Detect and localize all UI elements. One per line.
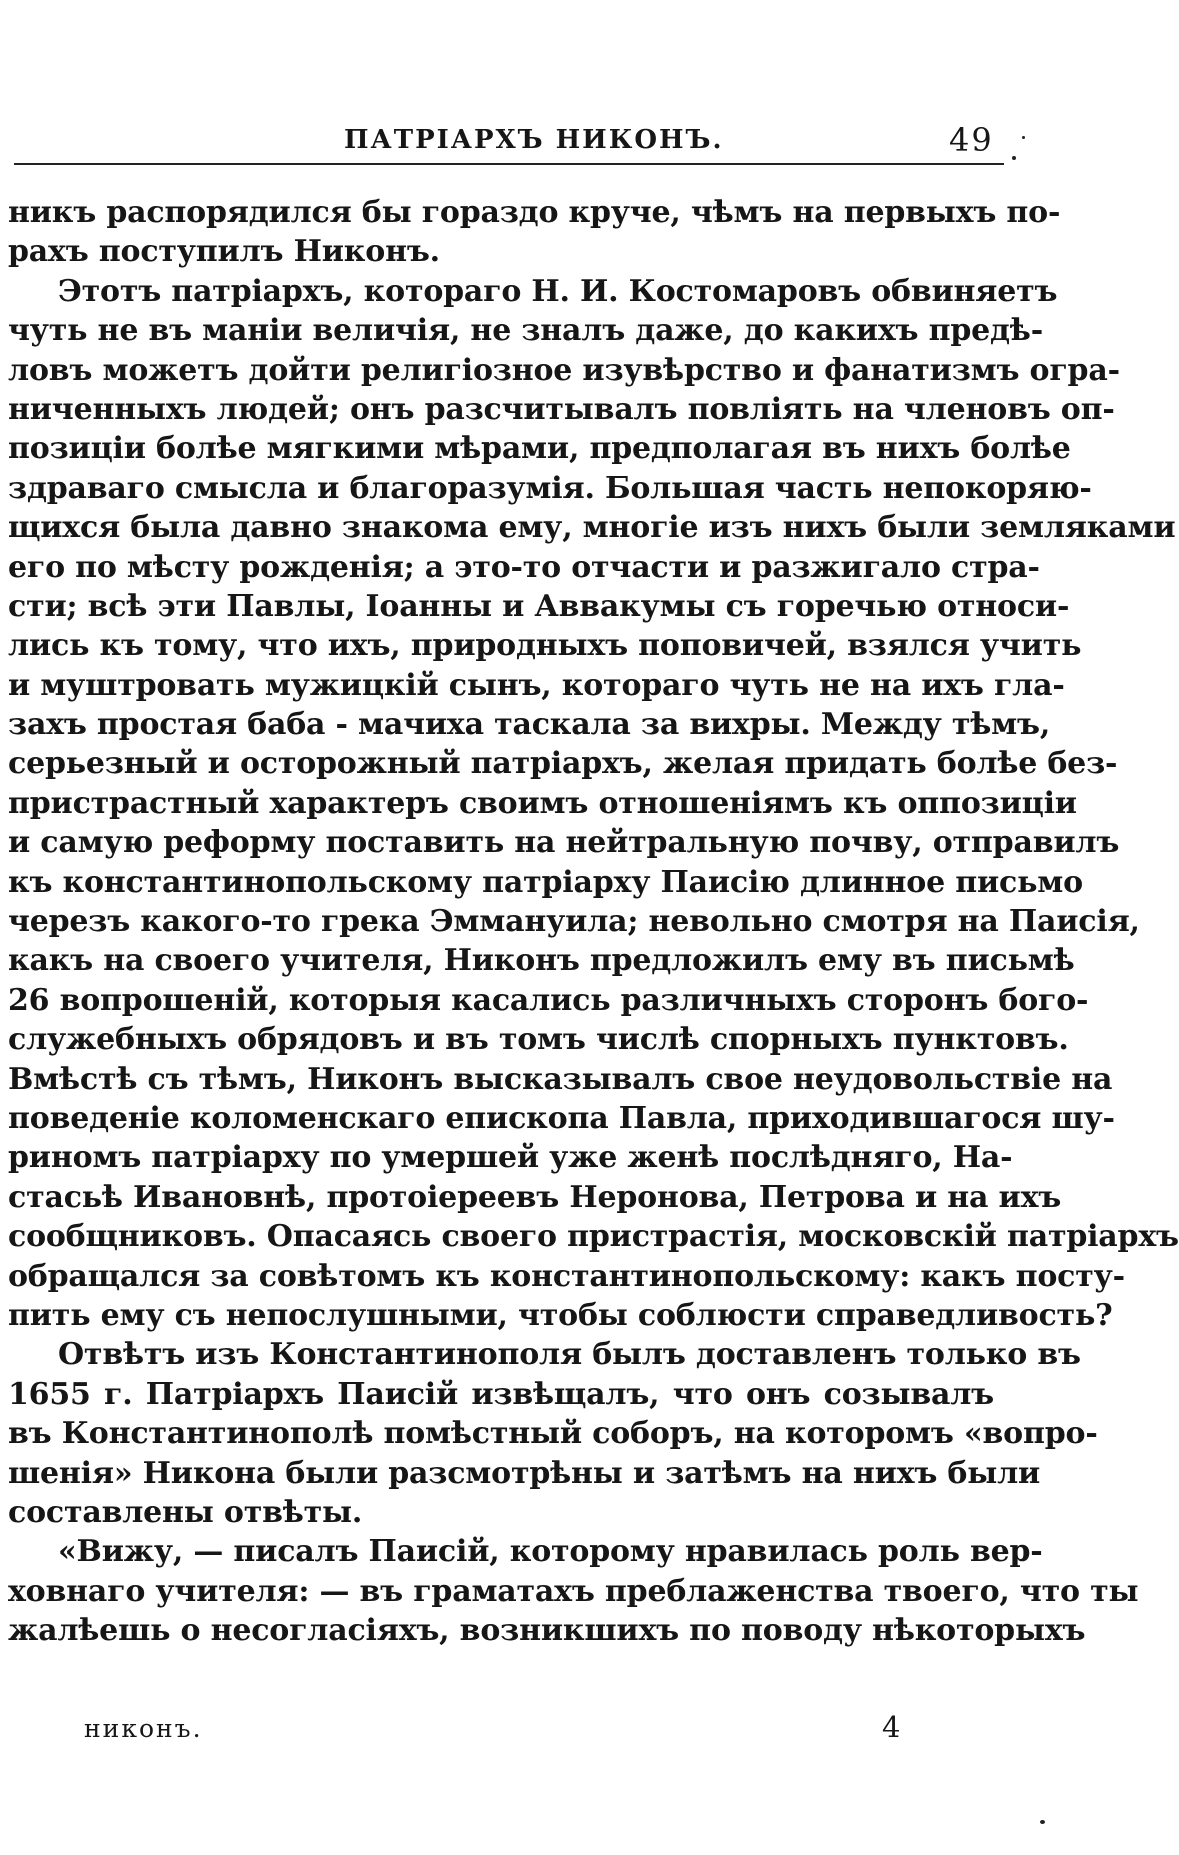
text-line: сообщниковъ. Опасаясь своего пристрастія, московскій патріархъ <box>8 1219 1179 1255</box>
text-line: Этотъ патріархъ, котораго Н. И. Костомаровъ обвиняетъ <box>58 273 1058 309</box>
text-line: ловъ можетъ дойти религіозное изувѣрство и фанатизмъ огра- <box>8 352 1120 388</box>
text-line: серьезный и осторожный патріархъ, желая придать болѣе без- <box>8 746 1118 782</box>
text-line: 26 вопрошеній, которыя касались различныхъ сторонъ бого- <box>8 982 1089 1018</box>
text-line: пристрастный характеръ своимъ отношеніямъ къ оппозиціи <box>8 785 1077 821</box>
text-line: стасьѣ Ивановнѣ, протоіереевъ Неронова, Петрова и на ихъ <box>8 1179 1062 1215</box>
text-line: лись къ тому, что ихъ, природныхъ поповичей, взялся учить <box>8 628 1082 664</box>
text-line: Отвѣтъ изъ Константинополя былъ доставленъ только въ <box>58 1337 1081 1373</box>
text-line: рахъ поступилъ Никонъ. <box>8 234 440 270</box>
text-line: его по мѣсту рожденія; а это-то отчасти и разжигало стра- <box>8 549 1040 585</box>
text-line: чуть не въ маніи величія, не зналъ даже, до какихъ предѣ- <box>8 313 1043 349</box>
text-line: и муштровать мужицкій сынъ, котораго чуть не на ихъ гла- <box>8 667 1065 703</box>
text-line: пить ему съ непослушными, чтобы соблюсти справедливость? <box>8 1297 1113 1333</box>
text-line: поведеніе коломенскаго епископа Павла, приходившагося шу- <box>8 1100 1115 1136</box>
text-line: въ Константинополѣ помѣстный соборъ, на которомъ «вопро- <box>8 1416 1098 1452</box>
text-line: къ константинопольскому патріарху Паисію длинное письмо <box>8 864 1083 900</box>
text-line: какъ на своего учителя, Никонъ предложилъ ему въ письмѣ <box>8 943 1075 979</box>
text-line: сти; всѣ эти Павлы, Іоанны и Аввакумы съ горечью относи- <box>8 588 1070 624</box>
text-line: никъ распорядился бы гораздо круче, чѣмъ на первыхъ по- <box>8 195 1061 230</box>
print-speck <box>1040 1820 1045 1824</box>
page-header <box>14 121 1004 169</box>
text-line: и самую реформу поставить на нейтральную почву, отправилъ <box>8 825 1120 861</box>
page-footer <box>84 1710 904 1754</box>
print-speck <box>1022 136 1025 139</box>
text-line: «Вижу, — писалъ Паисій, которому нравилась роль вер- <box>58 1534 1043 1570</box>
print-speck <box>1012 156 1016 160</box>
header-rule <box>14 163 1004 165</box>
text-line: риномъ патріарху по умершей уже женѣ послѣдняго, На- <box>8 1140 1013 1176</box>
text-line: щихся была давно знакома ему, многіе изъ нихъ были земляками <box>8 510 1176 546</box>
text-line: служебныхъ обрядовъ и въ томъ числѣ спорныхъ пунктовъ. <box>8 1022 1069 1058</box>
text-line: 1655 г. Патріархъ Паисій извѣщалъ, что онъ созывалъ <box>8 1376 994 1412</box>
text-line: жалѣешь о несогласіяхъ, возникшихъ по поводу нѣкоторыхъ <box>8 1613 1086 1649</box>
sheet-number: 4 <box>882 1710 901 1744</box>
text-line: ховнаго учителя: — въ граматахъ преблаженства твоего, что ты <box>8 1573 1139 1609</box>
text-line: составлены отвѣты. <box>8 1494 363 1530</box>
signature-mark: никонъ. <box>84 1714 203 1743</box>
text-line: Вмѣстѣ съ тѣмъ, Никонъ высказывалъ свое неудовольствіе на <box>8 1061 1113 1097</box>
text-line: здраваго смысла и благоразумія. Большая часть непокоряю- <box>8 470 1092 506</box>
body-text <box>8 193 1179 1650</box>
text-line: ниченныхъ людей; онъ разсчитывалъ повліять на членовъ оп- <box>8 391 1115 427</box>
text-line: позиціи болѣе мягкими мѣрами, предполагая въ нихъ болѣе <box>8 431 1071 467</box>
text-line: черезъ какого-то грека Эммануила; невольно смотря на Паисія, <box>8 904 1140 940</box>
text-line: захъ простая баба - мачиха таскала за вихры. Между тѣмъ, <box>8 707 1051 743</box>
running-title: ПАТРІАРХЪ НИКОНЪ. <box>344 125 724 155</box>
text-line: шенія» Никона были разсмотрѣны и затѣмъ на нихъ были <box>8 1455 1041 1491</box>
page-number: 49 <box>949 121 994 159</box>
text-line: обращался за совѣтомъ къ константинопольскому: какъ посту- <box>8 1258 1125 1294</box>
